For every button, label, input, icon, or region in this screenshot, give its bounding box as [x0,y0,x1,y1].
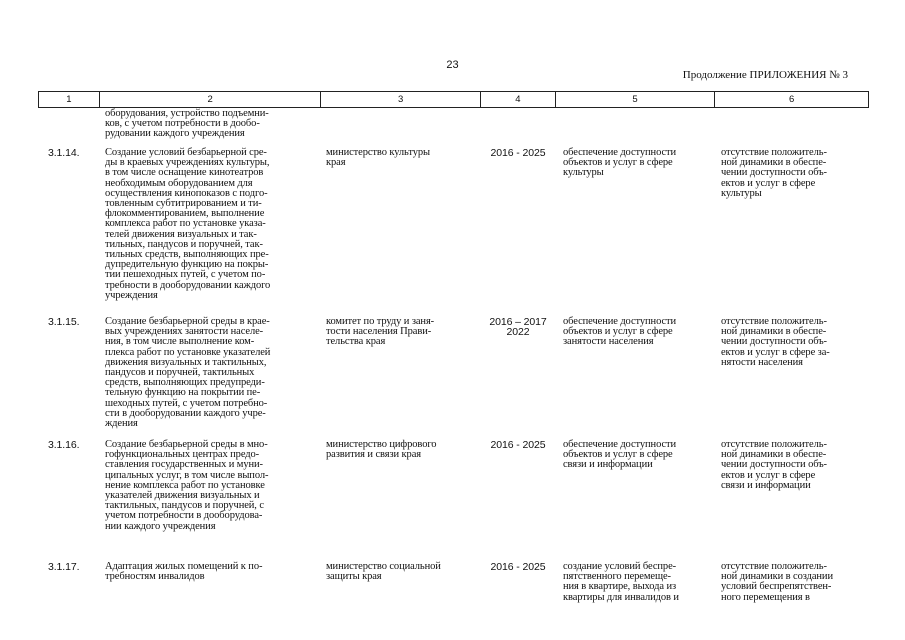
executor-text: комитет по труду и заня- тости населения Прави- тельства края [326,316,435,348]
consequence-text: отсутствие положитель- ной динамики в обеспе- чении доступности объ- ектов и услуг в сфере связи и информации [721,439,827,491]
measure-text: Создание безбарьерной среды в мно- гофункциональных центрах предо- ставления государственных и муни- ципальных услуг, в том числе выпол- нение комплекса работ по установке указателей движения визуальных и тактильных, пандусов и поручней, с учетом потребности в дооборудова- нии каждого учреждения [105,439,269,532]
table-header-row [38,91,869,108]
result-text: создание условий беспре- пятственного перемеще- ния в квартире, выхода из квартиры для инвалидов и [563,561,679,603]
measure-text: Создание условий безбарьерной сре- ды в краевых учреждениях культуры, в том числе оснащение кинотеатров необходимым оборудованием для осуществления кинопоказов с подго- товленным субтитрированием и ти- флокомментированием, выполнение комплекса работ по установке указа- телей движения визуальных и так- тильных, пандусов и поручней, так- тильных средств, выполняющих пре- дупредительную функцию на покры- тии пешеходных путей, с учетом по- требности в дооборудовании каждого учреждения [105,147,271,301]
row-number: 3.1.14. [48,147,80,159]
column-header-1: 1 [39,92,100,107]
column-header-4: 4 [481,92,556,107]
period-text: 2016 - 2025 [490,147,546,159]
executor-text: министерство социальной защиты края [326,561,441,583]
carryover-text: оборудования, устройство подъемни- ков, с учетом потребности в дообо- рудовании каждого учреждения [105,108,269,140]
measure-text: Создание безбарьерной среды в крае- вых учреждениях занятости населе- ния, в том числе выполнение ком- плекса работ по установке указателей движения визуальных и тактильных, пандусов и поручней, тактильных средств, выполняющих предупреди- тельную функцию на покрытии пе- шеходных путей, с учетом потребно- сти в дооборудовании каждого учре- ждения [105,316,271,430]
consequence-text: отсутствие положитель- ной динамики в создании условий беспрепятствен- ного перемещения в [721,561,833,603]
period-text: 2016 - 2025 [490,561,546,573]
result-text: обеспечение доступности объектов и услуг в сфере связи и информации [563,439,677,471]
column-header-2: 2 [100,92,321,107]
executor-text: министерство цифрового развития и связи края [326,439,437,461]
row-number: 3.1.15. [48,316,80,328]
period-text: 2016 - 2025 [490,439,546,451]
row-number: 3.1.16. [48,439,80,451]
result-text: обеспечение доступности объектов и услуг в сфере культуры [563,147,677,179]
consequence-text: отсутствие положитель- ной динамики в обеспе- чении доступности объ- ектов и услуг в сфере культуры [721,147,827,199]
column-header-5: 5 [556,92,716,107]
executor-text: министерство культуры края [326,147,430,169]
row-number: 3.1.17. [48,561,80,573]
column-header-3: 3 [321,92,481,107]
consequence-text: отсутствие положитель- ной динамики в обеспе- чении доступности объ- ектов и услуг в сфере за- нятости населения [721,316,830,368]
result-text: обеспечение доступности объектов и услуг в сфере занятости населения [563,316,677,348]
continuation-label: Продолжение ПРИЛОЖЕНИЯ № 3 [682,69,848,81]
page-number: 23 [446,59,459,71]
measure-text: Адаптация жилых помещений к по- требностям инвалидов [105,561,263,583]
column-header-6: 6 [789,94,795,105]
period-text: 2016 – 2017 2022 [489,316,547,339]
